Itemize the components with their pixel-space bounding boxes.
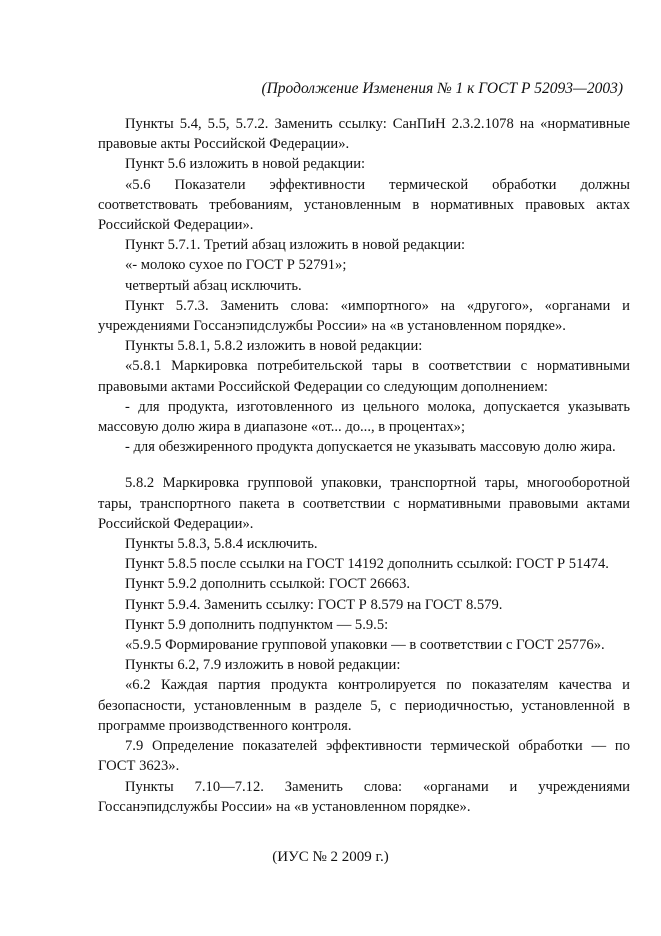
paragraph: «5.8.1 Маркировка потребительской тары в соответствии с нормативными правовыми актами Российской Федерации со следующим дополнением:	[98, 358, 630, 395]
footer-note: (ИУС № 2 2009 г.)	[272, 849, 389, 865]
paragraph: - для обезжиренного продукта допускается не указывать массовую долю жира.	[125, 439, 616, 456]
paragraph: Пункты 5.8.1, 5.8.2 изложить в новой редакции:	[125, 338, 423, 355]
paragraph: «5.9.5 Формирование групповой упаковки — в соответствии с ГОСТ 25776».	[125, 637, 605, 654]
paragraph: «6.2 Каждая партия продукта контролируется по показателям качества и безопасности, установленным в разделе 5, с периодичностью, установленной в программе производственного контроля.	[98, 677, 630, 734]
continuation-header: (Продолжение Изменения № 1 к ГОСТ Р 52093—2003)	[261, 80, 623, 97]
paragraph: 7.9 Определение показателей эффективности термической обработки — по ГОСТ 3623».	[98, 738, 630, 775]
paragraph: Пункты 5.4, 5.5, 5.7.2. Заменить ссылку: СанПиН 2.3.2.1078 на «нормативные правовые акты Российской Федерации».	[98, 116, 630, 153]
paragraph: «- молоко сухое по ГОСТ Р 52791»;	[125, 257, 347, 274]
paragraph: Пункт 5.9.4. Заменить ссылку: ГОСТ Р 8.579 на ГОСТ 8.579.	[125, 596, 503, 613]
paragraph: Пункт 5.7.1. Третий абзац изложить в новой редакции:	[125, 237, 466, 254]
paragraph: Пункты 6.2, 7.9 изложить в новой редакции:	[125, 657, 401, 674]
paragraph: «5.6 Показатели эффективности термической обработки должны соответствовать требованиям, установленным в нормативных правовых актах Российской Федерации».	[98, 176, 630, 234]
paragraph: - для продукта, изготовленного из цельного молока, допускается указывать массовую долю жира в диапазоне «от... до..., в процентах»;	[98, 398, 630, 436]
document-body	[98, 114, 630, 817]
paragraph: 5.8.2 Маркировка групповой упаковки, транспортной тары, многооборотной тары, транспортного пакета в соответствии с нормативными правовыми актами Российской Федерации».	[98, 475, 630, 532]
paragraph: Пункт 5.9 дополнить подпунктом — 5.9.5:	[125, 616, 389, 633]
paragraph: Пункт 5.7.3. Заменить слова: «импортного» на «другого», «органами и учреждениями Госсанэпидслужбы России» на «в установленном порядке».	[98, 297, 630, 335]
paragraph: Пункты 7.10—7.12. Заменить слова: «органами и учреждениями Госсанэпидслужбы России» на «в установленном порядке».	[98, 778, 630, 815]
paragraph: Пункты 5.8.3, 5.8.4 исключить.	[125, 536, 318, 553]
paragraph: Пункт 5.8.5 после ссылки на ГОСТ 14192 дополнить ссылкой: ГОСТ Р 51474.	[125, 556, 609, 573]
paragraph: Пункт 5.9.2 дополнить ссылкой: ГОСТ 26663.	[125, 576, 411, 593]
paragraph: четвертый абзац исключить.	[125, 277, 302, 294]
paragraph: Пункт 5.6 изложить в новой редакции:	[125, 156, 366, 173]
